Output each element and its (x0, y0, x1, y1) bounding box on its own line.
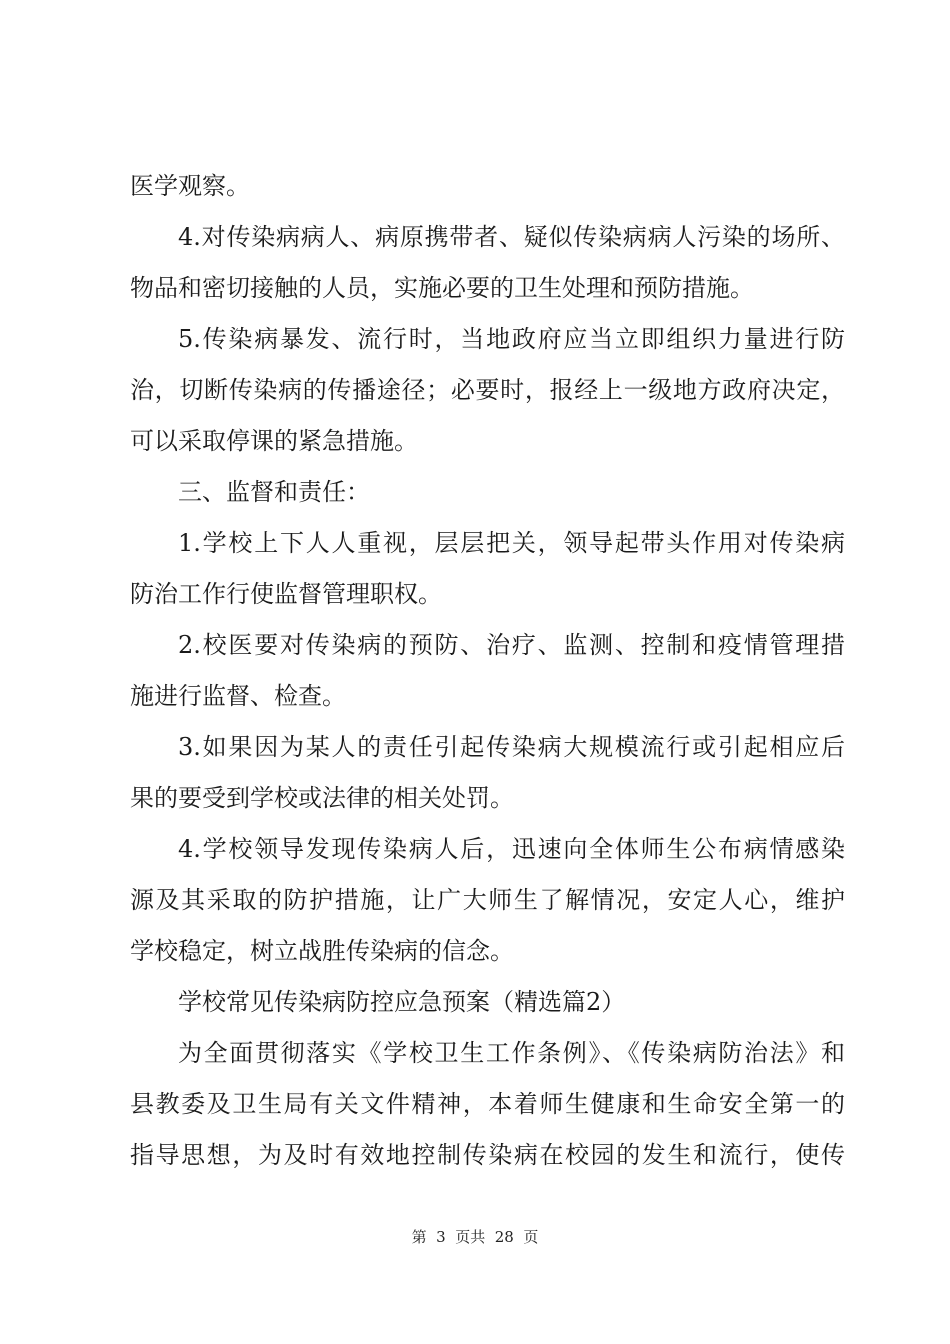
paragraph-line: 4.对传染病病人、病原携带者、疑似传染病病人污染的场所、 (178, 223, 845, 251)
paragraph-line: 3.如果因为某人的责任引起传染病大规模流行或引起相应后 (178, 733, 845, 761)
paragraph-line: 可以采取停课的紧急措施。 (130, 427, 418, 455)
paragraph-line: 果的要受到学校或法律的相关处罚。 (130, 784, 514, 812)
paragraph-line: 1.学校上下人人重视，层层把关，领导起带头作用对传染病 (178, 529, 845, 557)
paragraph-line: 防治工作行使监督管理职权。 (130, 580, 442, 608)
paragraph-line: 指导思想，为及时有效地控制传染病在校园的发生和流行，使传 (130, 1141, 845, 1169)
section-heading: 三、监督和责任： (178, 478, 370, 506)
paragraph-line: 4.学校领导发现传染病人后，迅速向全体师生公布病情感染 (178, 835, 845, 863)
paragraph-line: 施进行监督、检查。 (130, 682, 346, 710)
paragraph-line: 2.校医要对传染病的预防、治疗、监测、控制和疫情管理措 (178, 631, 845, 659)
section-title: 学校常见传染病防控应急预案（精选篇2） (178, 988, 626, 1016)
paragraph-line: 源及其采取的防护措施，让广大师生了解情况，安定人心，维护 (130, 886, 845, 914)
paragraph-line: 医学观察。 (130, 172, 250, 200)
paragraph-line: 治，切断传染病的传播途径；必要时，报经上一级地方政府决定， (130, 376, 845, 404)
paragraph-line: 5.传染病暴发、流行时，当地政府应当立即组织力量进行防 (178, 325, 845, 353)
paragraph-line: 物品和密切接触的人员，实施必要的卫生处理和预防措施。 (130, 274, 754, 302)
paragraph-line: 学校稳定，树立战胜传染病的信念。 (130, 937, 514, 965)
paragraph-line: 为全面贯彻落实《学校卫生工作条例》、《传染病防治法》和 (178, 1039, 845, 1067)
page-number-footer: 第 3 页共 28 页 (411, 1228, 539, 1246)
paragraph-line: 县教委及卫生局有关文件精神，本着师生健康和生命安全第一的 (130, 1090, 845, 1118)
